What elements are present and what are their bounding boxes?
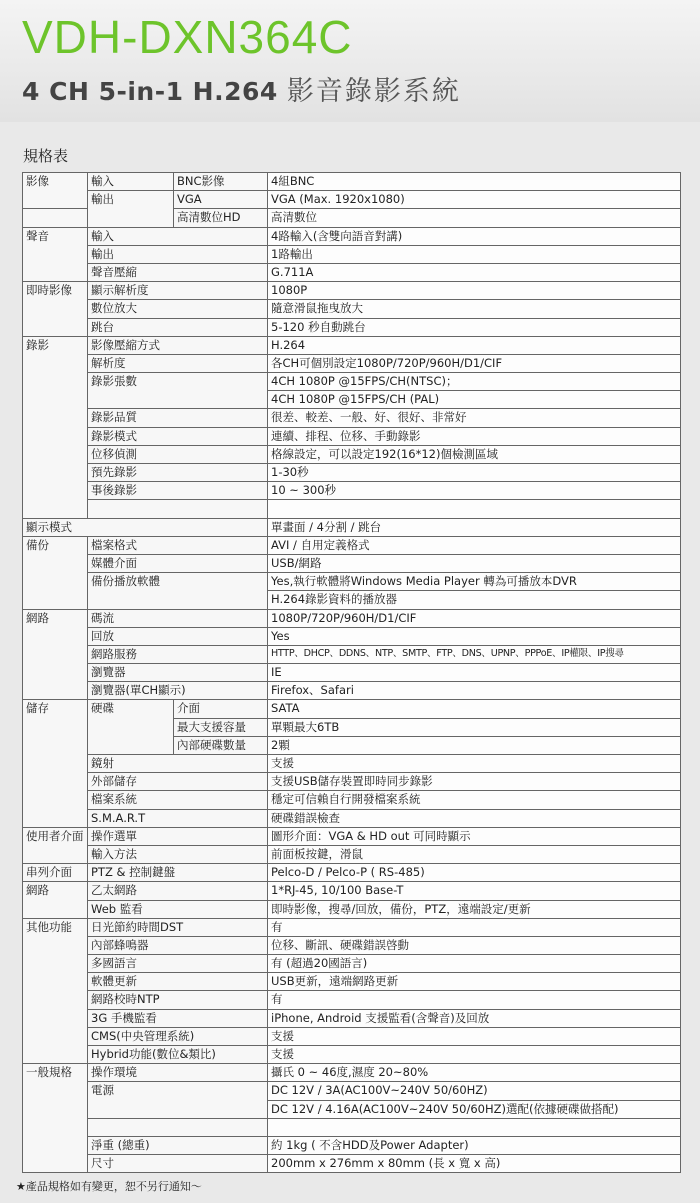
table-row: [23, 936, 681, 954]
spec-value-cell: 支援USB儲存裝置即時同步錄影: [268, 773, 681, 791]
spec-value-cell: 很差、較差、一般、好、很好、非常好: [268, 409, 681, 427]
spec-value-cell: H.264: [268, 336, 681, 354]
table-row: [23, 354, 681, 372]
spec-value-cell: iPhone, Android 支援監看(含聲音)及回放: [268, 1009, 681, 1027]
spec-label-cell: 使用者介面: [23, 827, 88, 863]
table-row: [23, 845, 681, 863]
table-row: [23, 263, 681, 281]
spec-value-cell: DC 12V / 4.16A(AC100V~240V 50/60HZ)選配(依據硬碟做搭配): [268, 1100, 681, 1118]
spec-label-cell: 聲音: [23, 227, 88, 282]
table-row: [23, 445, 681, 463]
table-row: [23, 791, 681, 809]
spec-label-cell: S.M.A.R.T: [88, 809, 268, 827]
spec-label-cell: 事後錄影: [88, 482, 268, 500]
table-row: [23, 318, 681, 336]
spec-label-cell: 聲音壓縮: [88, 263, 268, 281]
spec-label-cell: 網路校時NTP: [88, 991, 268, 1009]
spec-label-cell: 操作環境: [88, 1064, 268, 1082]
spec-value-cell: 有: [268, 918, 681, 936]
spec-label-cell: 電源: [88, 1082, 268, 1118]
spec-label-cell: 淨重 (總重): [88, 1136, 268, 1154]
spec-value-cell: G.711A: [268, 263, 681, 281]
table-row: [23, 573, 681, 591]
spec-label-cell: 網路: [23, 609, 88, 700]
spec-table: [22, 172, 681, 1173]
spec-label-cell: 碼流: [88, 609, 268, 627]
spec-value-cell: 圖形介面：VGA & HD out 可同時顯示: [268, 827, 681, 845]
spec-value-cell: SATA: [268, 700, 681, 718]
spec-label-cell: 位移偵測: [88, 445, 268, 463]
spec-label-cell: [23, 209, 88, 227]
spec-label-cell: 錄影: [23, 336, 88, 518]
spec-value-cell: 4CH 1080P @15FPS/CH(NTSC)；: [268, 373, 681, 391]
spec-label-cell: 預先錄影: [88, 464, 268, 482]
table-row: [23, 773, 681, 791]
spec-label-cell: 媒體介面: [88, 554, 268, 572]
product-subtitle: [22, 72, 461, 115]
table-row: [23, 609, 681, 627]
spec-value-cell: 穩定可信賴自行開發檔案系統: [268, 791, 681, 809]
table-row: [23, 191, 681, 209]
spec-label-cell: 備份: [23, 536, 88, 609]
spec-value-cell: HTTP、DHCP、DDNS、NTP、SMTP、FTP、DNS、UPNP、PPPoE、IP權限、IP搜尋: [268, 645, 681, 663]
table-row: [23, 700, 681, 718]
table-row: [23, 336, 681, 354]
page-header: [0, 0, 700, 122]
spec-label-cell: VGA: [174, 191, 268, 209]
spec-value-cell: 位移、斷訊、硬碟錯誤啓動: [268, 936, 681, 954]
spec-value-cell: [268, 1118, 681, 1136]
spec-label-cell: 瀏覽器: [88, 664, 268, 682]
spec-label-cell: Hybrid功能(數位&類比): [88, 1046, 268, 1064]
table-row: [23, 1027, 681, 1045]
table-row: [23, 918, 681, 936]
spec-value-cell: AVI / 自用定義格式: [268, 536, 681, 554]
spec-label-cell: 備份播放軟體: [88, 573, 268, 609]
spec-label-cell: 顯示模式: [23, 518, 268, 536]
spec-label-cell: 回放: [88, 627, 268, 645]
spec-label-cell: 影像: [23, 173, 88, 209]
spec-value-cell: 200mm x 276mm x 80mm (長 x 寬 x 高): [268, 1155, 681, 1173]
spec-label-cell: 多國語言: [88, 955, 268, 973]
spec-label-cell: 鏡射: [88, 755, 268, 773]
spec-value-cell: USB更新，遠端網路更新: [268, 973, 681, 991]
spec-value-cell: Pelco-D / Pelco-P ( RS-485): [268, 864, 681, 882]
table-row: [23, 518, 681, 536]
spec-value-cell: 1080P: [268, 282, 681, 300]
spec-value-cell: VGA (Max. 1920x1080): [268, 191, 681, 209]
spec-label-cell: BNC影像: [174, 173, 268, 191]
spec-value-cell: 5-120 秒自動跳台: [268, 318, 681, 336]
table-row: [23, 1009, 681, 1027]
spec-label-cell: 錄影張數: [88, 373, 268, 409]
spec-label-cell: CMS(中央管理系統): [88, 1027, 268, 1045]
spec-label-cell: 乙太網路: [88, 882, 268, 900]
spec-value-cell: 4CH 1080P @15FPS/CH (PAL): [268, 391, 681, 409]
spec-value-cell: 單畫面 / 4分割 / 跳台: [268, 518, 681, 536]
spec-value-cell: IE: [268, 664, 681, 682]
spec-value-cell: Yes: [268, 627, 681, 645]
spec-value-cell: 硬碟錯誤檢查: [268, 809, 681, 827]
spec-label-cell: 內部蜂鳴器: [88, 936, 268, 954]
table-row: [23, 900, 681, 918]
table-row: [23, 627, 681, 645]
spec-label-cell: 解析度: [88, 354, 268, 372]
spec-label-cell: 錄影品質: [88, 409, 268, 427]
spec-value-cell: 前面板按鍵，滑鼠: [268, 845, 681, 863]
spec-label-cell: 檔案格式: [88, 536, 268, 554]
spec-label-cell: [88, 1118, 268, 1136]
spec-value-cell: 有 (超過20國語言): [268, 955, 681, 973]
spec-value-cell: 支援: [268, 1046, 681, 1064]
spec-label-cell: 輸出: [88, 191, 174, 227]
spec-label-cell: 串列介面: [23, 864, 88, 882]
spec-label-cell: 檔案系統: [88, 791, 268, 809]
spec-label-cell: 錄影模式: [88, 427, 268, 445]
spec-value-cell: 1-30秒: [268, 464, 681, 482]
table-row: [23, 500, 681, 518]
table-row: [23, 282, 681, 300]
table-row: [23, 682, 681, 700]
spec-label-cell: 外部儲存: [88, 773, 268, 791]
spec-label-cell: 其他功能: [23, 918, 88, 1064]
table-row: [23, 227, 681, 245]
table-row: [23, 809, 681, 827]
spec-label-cell: 影像壓縮方式: [88, 336, 268, 354]
spec-value-cell: 4路輸入(含雙向語音對講): [268, 227, 681, 245]
spec-label-cell: 硬碟: [88, 700, 174, 755]
table-row: [23, 173, 681, 191]
spec-label-cell: 日光節約時間DST: [88, 918, 268, 936]
spec-value-cell: 1*RJ-45, 10/100 Base-T: [268, 882, 681, 900]
table-row: [23, 827, 681, 845]
spec-label-cell: 高清數位HD: [174, 209, 268, 227]
spec-label-cell: 即時影像: [23, 282, 88, 337]
table-row: [23, 464, 681, 482]
spec-value-cell: USB/網路: [268, 554, 681, 572]
spec-label-cell: 儲存: [23, 700, 88, 827]
table-row: [23, 755, 681, 773]
spec-value-cell: 支援: [268, 1027, 681, 1045]
table-row: [23, 882, 681, 900]
spec-label-cell: [88, 500, 268, 518]
table-row: [23, 300, 681, 318]
spec-label-cell: 輸入方法: [88, 845, 268, 863]
table-row: [23, 373, 681, 391]
table-row: [23, 864, 681, 882]
spec-label-cell: 最大支援容量: [174, 718, 268, 736]
table-row: [23, 409, 681, 427]
table-row: [23, 245, 681, 263]
spec-label-cell: 跳台: [88, 318, 268, 336]
spec-label-cell: 瀏覽器(單CH顯示): [88, 682, 268, 700]
spec-label-cell: 操作選單: [88, 827, 268, 845]
spec-value-cell: 10 ~ 300秒: [268, 482, 681, 500]
subtitle-chinese: 影音錄影系統: [286, 76, 461, 107]
table-row: [23, 554, 681, 572]
spec-label-cell: 輸出: [88, 245, 268, 263]
spec-value-cell: 支援: [268, 755, 681, 773]
spec-value-cell: H.264錄影資料的播放器: [268, 591, 681, 609]
table-row: [23, 1064, 681, 1082]
spec-value-cell: 有: [268, 991, 681, 1009]
spec-value-cell: 2顆: [268, 736, 681, 754]
table-row: [23, 973, 681, 991]
spec-value-cell: 隨意滑鼠拖曳放大: [268, 300, 681, 318]
spec-value-cell: 攝氏 0 ~ 46度,濕度 20~80%: [268, 1064, 681, 1082]
spec-table-body: [23, 173, 681, 1173]
spec-label-cell: 介面: [174, 700, 268, 718]
table-row: [23, 427, 681, 445]
spec-value-cell: DC 12V / 3A(AC100V~240V 50/60HZ): [268, 1082, 681, 1100]
spec-value-cell: 高清數位: [268, 209, 681, 227]
spec-label-cell: PTZ & 控制鍵盤: [88, 864, 268, 882]
table-row: [23, 1118, 681, 1136]
spec-value-cell: 連續、排程、位移、手動錄影: [268, 427, 681, 445]
spec-value-cell: 即時影像，搜尋/回放，備份，PTZ，遠端設定/更新: [268, 900, 681, 918]
subtitle-english: 4 CH 5-in-1 H.264: [22, 77, 278, 106]
spec-label-cell: 尺寸: [88, 1155, 268, 1173]
spec-label-cell: 數位放大: [88, 300, 268, 318]
spec-value-cell: 各CH可個別設定1080P/720P/960H/D1/CIF: [268, 354, 681, 372]
table-row: [23, 955, 681, 973]
footnote: ★產品規格如有變更，恕不另行通知～: [16, 1180, 202, 1193]
spec-label-cell: 一般規格: [23, 1064, 88, 1173]
spec-value-cell: 1080P/720P/960H/D1/CIF: [268, 609, 681, 627]
table-row: [23, 1155, 681, 1173]
table-row: [23, 991, 681, 1009]
spec-label-cell: 網路: [23, 882, 88, 918]
spec-value-cell: 4組BNC: [268, 173, 681, 191]
spec-label-cell: 軟體更新: [88, 973, 268, 991]
spec-value-cell: 格線設定，可以設定192(16*12)個檢測區域: [268, 445, 681, 463]
spec-value-cell: 約 1kg ( 不含HDD及Power Adapter): [268, 1136, 681, 1154]
spec-value-cell: 單顆最大6TB: [268, 718, 681, 736]
spec-value-cell: Yes,執行軟體將Windows Media Player 轉為可播放本DVR: [268, 573, 681, 591]
spec-value-cell: 1路輸出: [268, 245, 681, 263]
spec-sheet-title: 規格表: [23, 147, 69, 165]
spec-label-cell: 內部硬碟數量: [174, 736, 268, 754]
table-row: [23, 1046, 681, 1064]
table-row: [23, 1082, 681, 1100]
spec-label-cell: 輸入: [88, 227, 268, 245]
table-row: [23, 664, 681, 682]
spec-value-cell: [268, 500, 681, 518]
spec-label-cell: 3G 手機監看: [88, 1009, 268, 1027]
table-row: [23, 645, 681, 663]
spec-label-cell: 網路服務: [88, 645, 268, 663]
table-row: [23, 1136, 681, 1154]
table-row: [23, 536, 681, 554]
table-row: [23, 482, 681, 500]
spec-value-cell: Firefox、Safari: [268, 682, 681, 700]
spec-label-cell: 顯示解析度: [88, 282, 268, 300]
spec-label-cell: 輸入: [88, 173, 174, 191]
model-title: VDH-DXN364C: [22, 11, 353, 63]
spec-label-cell: Web 監看: [88, 900, 268, 918]
